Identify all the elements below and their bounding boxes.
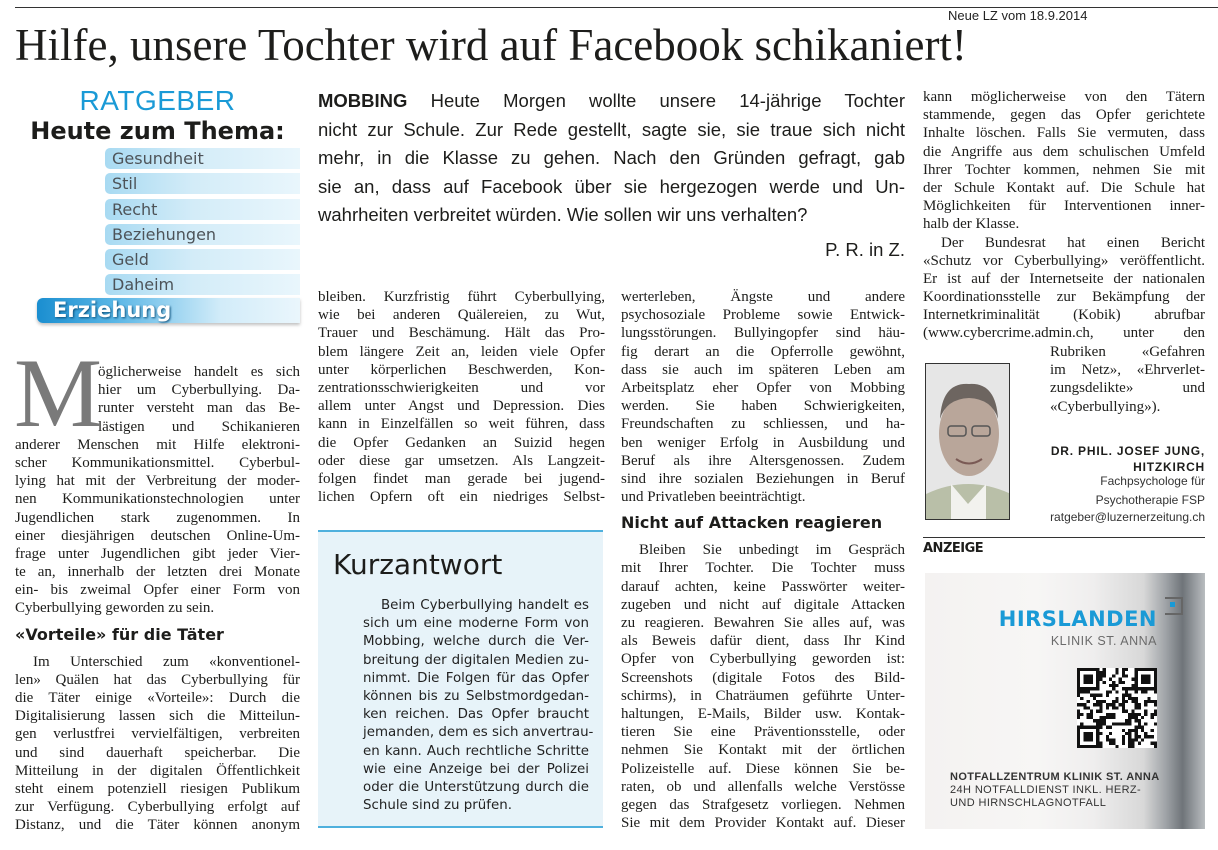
- text-line: steht einem potenziell riesigen Publikum: [15, 780, 300, 797]
- text-line: die Opfer Gedanken an Suizid hegen: [318, 434, 605, 451]
- text-line: Mobbing, welche durch die Ver-: [363, 634, 589, 650]
- publication-date: Neue LZ vom 18.9.2014: [948, 8, 1088, 23]
- author-place: HITZKIRCH: [1133, 460, 1205, 474]
- topic-daheim: Daheim: [105, 274, 300, 295]
- text-line: nehmen Sie Kontakt mit der örtlichen: [621, 742, 905, 759]
- ad-line-3: UND HIRNSCHLAGNOTFALL: [950, 797, 1107, 809]
- text-line: tieren Sie eine Präventionsstelle, oder: [621, 724, 905, 741]
- article-headline: Hilfe, unsere Tochter wird auf Facebook schikaniert!: [15, 20, 967, 70]
- topic-stil: Stil: [105, 173, 300, 194]
- text-line: Inhalte löschen. Falls Sie vermuten, dass: [923, 125, 1205, 142]
- text-line: im Netz», «Ehrverlet-: [1050, 362, 1205, 379]
- text-line: Der Bundesrat hat einen Bericht: [941, 234, 1205, 251]
- author-role-2: Psychotherapie FSP: [1095, 493, 1205, 507]
- text-line: zugeben und nicht auf digitale Attacken: [621, 596, 905, 613]
- topic-erziehung-active: Erziehung: [37, 298, 300, 323]
- text-line: lichen Opfern oft ein niedriges Selbst-: [318, 489, 605, 506]
- text-line: Sie mit dem Provider Kontakt auf. Dieser: [621, 815, 905, 832]
- question-text: Heute Morgen wollte unsere 14-jährige Tochter: [407, 90, 905, 111]
- text-line: Jugendlichen stark zugenommen. In: [15, 509, 300, 526]
- answer-column-2: [318, 288, 605, 506]
- question-lead: MOBBING: [318, 90, 408, 111]
- text-line: Beim Cyberbullying handelt es: [381, 598, 589, 613]
- text-line: und sind dauerhaft speicherbar. Die: [15, 744, 300, 761]
- text-line: wie bei anderen Quälereien, zu Wut,: [318, 307, 605, 324]
- text-line: runter versteht man das Be-: [98, 400, 300, 417]
- question-line: [318, 87, 905, 116]
- text-line: «Cyberbullying»).: [1050, 398, 1161, 415]
- text-line: Opfer von Cyberbullying geworden ist:: [621, 651, 905, 668]
- text-line: Koordinationsstelle zur Bekämpfung der: [923, 289, 1205, 306]
- topic-geld: Geld: [105, 249, 300, 270]
- text-line: gen verlustfrei vervielfältigen, verbreiten: [15, 726, 300, 743]
- text-line: bleiben. Kurzfristig führt Cyberbullying,: [318, 289, 605, 305]
- author-email-link[interactable]: ratgeber@luzernerzeitung.ch: [1050, 510, 1205, 524]
- text-line: Bleiben Sie unbedingt im Gespräch: [639, 542, 905, 559]
- logo-dot-icon: [1170, 602, 1175, 607]
- text-line: ken reichen. Das Opfer braucht: [363, 707, 589, 723]
- text-line: Arbeitsplatz eher Opfer von Mobbing: [621, 379, 905, 396]
- text-line: Distanz, und die Täter können anonym: [15, 817, 300, 834]
- text-line: zur Verfügung. Cyberbullying erfolgt auf: [15, 799, 300, 816]
- answer-column-3: [621, 288, 905, 832]
- text-line: blem längere Zeit an, leiden viele Opfer: [318, 343, 605, 360]
- text-line: «Schutz vor Cyberbullying» veröffentlicht.: [923, 252, 1205, 269]
- text-line: len» Quälen hat das Cyberbullying für: [15, 671, 300, 688]
- text-line: werterleben, Ängste und andere: [621, 289, 905, 305]
- topic-gesundheit: Gesundheit: [105, 148, 300, 169]
- text-line: kann möglicherweise von den Tätern: [923, 89, 1205, 105]
- section-label: RATGEBER: [79, 85, 236, 116]
- text-line: jemanden, dem es sich anvertrau-: [363, 725, 594, 741]
- text-line: nen Kommunikationstechnologien unter: [15, 491, 300, 508]
- text-line: scher Kommunikationsmittel. Cyberbul-: [15, 454, 300, 471]
- text-line: oder diese gar umsetzen. Als Langzeit-: [318, 452, 605, 469]
- text-line: mit Ihrer Tochter. Die Tochter muss: [621, 560, 905, 577]
- subheading: «Vorteile» für die Täter: [15, 624, 224, 644]
- text-line: te an, innerhalb der letzten drei Monate: [15, 564, 300, 581]
- ad-divider: [923, 537, 1205, 538]
- reader-question: [318, 87, 905, 230]
- text-line: Ihrer Tochter kommen, nehmen Sie mit: [923, 161, 1205, 178]
- text-line: wie eine Anzeige bei der Polizei: [363, 761, 589, 777]
- text-line: nimmt. Die Folgen für das Opfer: [363, 670, 589, 686]
- short-answer-title: Kurzantwort: [333, 548, 503, 581]
- text-line: oder die Unterstützung durch die: [363, 779, 589, 795]
- answer-column-4: [923, 88, 1205, 343]
- text-line: lying hat mit der Verbreitung der moder-: [15, 473, 300, 490]
- text-line: können bis zu Selbstmordgedan-: [363, 688, 589, 704]
- text-line: Beruf als ihre Altersgenossen. Zudem: [621, 452, 905, 469]
- drop-cap: M: [14, 339, 103, 448]
- ad-line-2: 24H NOTFALLDIENST INKL. HERZ-: [950, 784, 1142, 796]
- text-line: darauf achten, keine Passwörter weiter-: [621, 578, 905, 595]
- question-signature: P. R. in Z.: [825, 239, 905, 260]
- question-line: sie an, dass auf Facebook über sie hergezogen werde und Un-: [318, 175, 905, 197]
- text-line: halb der Klasse.: [923, 216, 1020, 233]
- text-line: als Beweis dafür dient, dass Ihr Kind: [621, 633, 905, 650]
- text-line: haltungen, E-Mails, Bilder usw. Kontak-: [621, 705, 905, 722]
- topic-heading: Heute zum Thema:: [30, 117, 285, 145]
- text-line: öglicherweise handelt es sich: [98, 364, 300, 380]
- text-line: Mitteilung in der digitalen Öffentlichkeit: [15, 762, 300, 779]
- text-line: lästigen und Schikanieren: [98, 418, 300, 435]
- text-line: frage unter Jugendlichen gibt jeder Vier-: [15, 545, 300, 562]
- text-line: stammende, gegen das Opfer gerichtete: [923, 107, 1205, 124]
- ad-brand: HIRSLANDEN: [998, 607, 1157, 631]
- topic-beziehungen: Beziehungen: [105, 224, 300, 245]
- text-line: Trauer und Beschämung. Hält das Pro-: [318, 325, 605, 342]
- text-line: zentrationsschwierigkeiten und vor: [318, 379, 605, 396]
- text-line: Freundschaften zu schliessen, und ha-: [621, 416, 905, 433]
- text-line: Rubriken «Gefahren: [1050, 344, 1205, 360]
- text-line: Schule sind zu prüfen.: [363, 798, 512, 814]
- text-line: sind ihre sozialen Beziehungen in Beruf: [621, 470, 905, 487]
- text-line: einer diesjährigen deutschen Online-Um-: [15, 527, 300, 544]
- text-line: Polizeistelle auf. Diese können Sie be-: [621, 760, 905, 777]
- answer-column-1: [15, 363, 300, 835]
- text-line: der Schule Kontakt auf. Die Schule hat: [923, 179, 1205, 196]
- text-line: raten, ob und allenfalls welche Verstösse: [621, 778, 905, 795]
- text-line: dass sie auch im späteren Leben am: [621, 361, 905, 378]
- text-line: werden. Sie haben Schwierigkeiten,: [621, 398, 905, 415]
- text-line: zungsdelikte» und: [1050, 380, 1205, 397]
- text-line: Er ist auf der Internetseite der nationalen: [923, 270, 1205, 287]
- text-line: unter körperlichen Beschwerden, Kon-: [318, 361, 605, 378]
- qr-code-icon[interactable]: [1077, 668, 1157, 748]
- text-line: die Angriffe aus dem schulischen Umfeld: [923, 143, 1205, 160]
- text-line: ein- bis zweimal Opfer einer Form von: [15, 582, 300, 599]
- author-name: DR. PHIL. JOSEF JUNG,: [1050, 444, 1205, 458]
- text-line: breitung der digitalen Medien zu-: [363, 652, 589, 668]
- text-line: und Privatleben beeinträchtigt.: [621, 489, 806, 506]
- subheading: Nicht auf Attacken reagieren: [621, 513, 883, 533]
- text-line: schirms), in Chaträumen geführte Unter-: [621, 687, 905, 704]
- topic-recht: Recht: [105, 199, 300, 220]
- text-line: en kann. Auch rechtliche Schritte: [363, 743, 589, 759]
- text-line: Cyberbullying geworden zu sein.: [15, 600, 215, 617]
- text-line: kann in Einzelfällen so weit führen, dass: [318, 416, 605, 433]
- ad-label: ANZEIGE: [923, 541, 984, 556]
- text-line: zu reagieren. Bewahren Sie alles auf, was: [621, 615, 905, 631]
- text-line: Digitalisierung lassen sich die Mitteilun-: [15, 708, 300, 725]
- text-line: allem unter Angst und Depression. Dies: [318, 398, 605, 415]
- author-role: Fachpsychologe für: [1100, 474, 1205, 488]
- question-line: wahrheiten verbreitet würden. Wie sollen wir uns verhalten?: [318, 204, 808, 225]
- text-line: Screenshots (digitale Fotos des Bild-: [621, 669, 905, 686]
- text-line: die Täter einige «Vorteile»: Durch die: [15, 690, 300, 706]
- short-answer-text: [363, 597, 594, 815]
- text-line: Möglichkeiten für Interventionen inner-: [923, 198, 1205, 215]
- text-line: Im Unterschied zum «konventionel-: [33, 653, 300, 670]
- question-line: mehr, in die Klasse zu gehen. Nach den Gründen gefragt, gab: [318, 147, 905, 168]
- text-line: gegen das Strafgesetz vorliegen. Nehmen: [621, 796, 905, 813]
- ad-line-1: NOTFALLZENTRUM KLINIK ST. ANNA: [950, 771, 1160, 783]
- ad-subbrand: KLINIK ST. ANNA: [1050, 634, 1157, 648]
- text-line: hier um Cyberbullying. Da-: [98, 382, 300, 399]
- text-line: fig derart an die Opferrolle gewöhnt,: [621, 343, 905, 360]
- text-line: lungsstörungen. Bullyingopfer sind häu-: [621, 325, 905, 342]
- answer-column-4-wrap: [1050, 343, 1205, 416]
- text-line: psychosoziale Probleme sowie Entwick-: [621, 307, 905, 324]
- text-line: Internetkriminalität (Kobik) abrufbar: [923, 307, 1205, 324]
- hirslanden-ad[interactable]: [925, 573, 1205, 829]
- text-line: anderer Menschen mit Hilfe elektroni-: [15, 436, 300, 453]
- question-line: nicht zur Schule. Zur Rede gestellt, sagte sie, sie traue sich nicht: [318, 118, 905, 140]
- text-line: sich um eine moderne Form von: [363, 616, 589, 632]
- text-line: folgen findet man gerade bei jugend-: [318, 470, 605, 487]
- text-line: (www.cybercrime.admin.ch, unter den: [923, 325, 1205, 342]
- text-line: ben weniger Erfolg in Ausbildung und: [621, 434, 905, 451]
